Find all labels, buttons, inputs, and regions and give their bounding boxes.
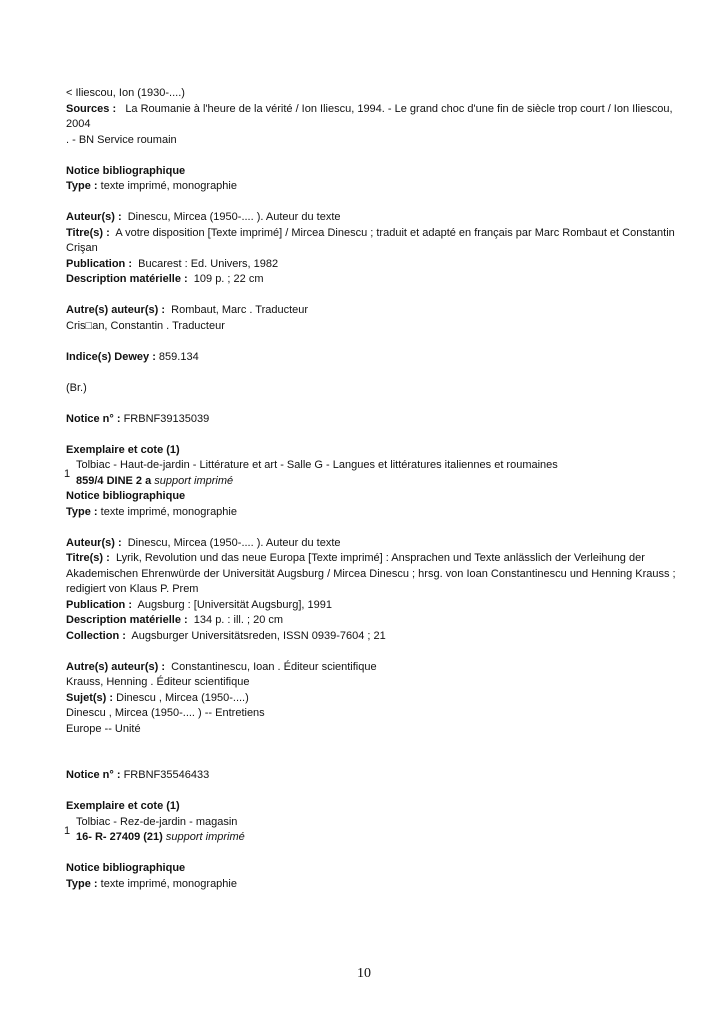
subjects-value-3: Europe -- Unité <box>66 722 141 735</box>
copy-shelfmark: 16- R- 27409 (21) <box>76 831 163 843</box>
type-value: texte imprimé, monographie <box>100 180 237 192</box>
title-line <box>66 226 686 257</box>
notice-number-label: Notice n° : <box>66 412 121 425</box>
notice-number-line <box>66 768 686 784</box>
subjects-value: Dinescu , Mircea (1950-....) <box>116 691 249 704</box>
type-line <box>66 505 686 521</box>
copy-shelfmark-line <box>76 830 686 846</box>
publication-label: Publication : <box>66 257 132 270</box>
other-authors-line <box>66 660 686 676</box>
copy-location: Tolbiac - Haut-de-jardin - Littérature et art - Salle G - Langues et littératures italiennes et roumaines <box>76 459 558 471</box>
type-line <box>66 179 686 195</box>
copy-location: Tolbiac - Rez-de-jardin - magasin <box>76 815 238 828</box>
description-line <box>66 613 686 629</box>
notice-number-line <box>66 412 686 428</box>
publication-label: Publication : <box>66 598 132 611</box>
description-line <box>66 272 686 288</box>
title-line <box>66 551 686 598</box>
notice-number-value: FRBNF39135039 <box>123 412 210 425</box>
see-also-line: < Iliescou, Ion (1930-....) <box>66 87 185 99</box>
copy-number: 1 <box>64 824 71 837</box>
copy-number: 1 <box>64 468 71 480</box>
subjects-value-2: Dinescu , Mircea (1950-.... ) -- Entretiens <box>66 707 265 719</box>
sources-tail: . - BN Service roumain <box>66 133 177 146</box>
type-label: Type : <box>66 180 98 192</box>
collection-value: Augsburger Universitätsreden, ISSN 0939-7604 ; 21 <box>131 629 386 642</box>
publication-value: Augsburg : [Universität Augsburg], 1991 <box>137 598 332 611</box>
author-value: Dinescu, Mircea (1950-.... ). Auteur du texte <box>127 211 341 223</box>
notice-number-label: Notice n° : <box>66 769 121 781</box>
type-line <box>66 877 686 893</box>
copy-support: support imprimé <box>154 474 234 487</box>
author-line <box>66 536 686 552</box>
other-authors-line <box>66 303 686 319</box>
sources-label: Sources : <box>66 102 117 115</box>
copy-entry <box>66 458 686 489</box>
publication-value: Bucarest : Ed. Univers, 1982 <box>138 257 279 270</box>
type-value: texte imprimé, monographie <box>100 505 237 518</box>
description-value: 109 p. ; 22 cm <box>193 273 264 285</box>
description-label: Description matérielle : <box>66 614 188 626</box>
type-value: texte imprimé, monographie <box>100 877 237 890</box>
notice-heading: Notice bibliographique <box>66 862 186 874</box>
copy-support: support imprimé <box>165 831 245 843</box>
title-label: Titre(s) : <box>66 552 110 564</box>
subjects-label: Sujet(s) : <box>66 691 114 704</box>
description-value: 134 p. : ill. ; 20 cm <box>193 614 284 626</box>
other-authors-value: Constantinescu, Ioan . Éditeur scientifique <box>171 660 377 673</box>
dewey-value: 859.134 <box>158 350 199 363</box>
copy-shelfmark-line <box>76 474 686 490</box>
binding-note: (Br.) <box>66 381 87 394</box>
other-authors-value-2: Krauss, Henning . Éditeur scientifique <box>66 676 250 688</box>
author-line <box>66 210 686 226</box>
publication-line <box>66 598 686 614</box>
author-label: Auteur(s) : <box>66 211 122 223</box>
other-authors-label: Autre(s) auteur(s) : <box>66 304 166 316</box>
dewey-line <box>66 350 686 366</box>
copy-shelfmark: 859/4 DINE 2 a <box>76 474 152 487</box>
page-number: 10 <box>357 966 371 981</box>
type-label: Type : <box>66 877 98 890</box>
other-authors-value: Rombaut, Marc . Traducteur <box>171 304 309 316</box>
subjects-line <box>66 691 686 707</box>
type-label: Type : <box>66 505 98 518</box>
other-authors-label: Autre(s) auteur(s) : <box>66 660 166 673</box>
author-value: Dinescu, Mircea (1950-.... ). Auteur du texte <box>127 536 341 549</box>
copy-entry <box>66 815 686 846</box>
dewey-label: Indice(s) Dewey : <box>66 350 156 363</box>
document-page <box>66 86 686 892</box>
collection-label: Collection : <box>66 629 126 642</box>
title-value: Lyrik, Revolution und das neue Europa [Texte imprimé] : Ansprachen und Texte anlässlich der Verleihung der Akademischen Ehrenwürde der Universität Augsburg / Mircea Dinescu ; hrsg. von Ioan Constantinescu und Henning Krauss ; redigiert von Klaus P. Prem <box>66 552 676 595</box>
sources-text: La Roumanie à l'heure de la vérité / Ion Iliescu, 1994. - Le grand choc d'une fin de siècle trop court / Ion Iliescou, 2004 <box>66 102 673 130</box>
other-authors-value-2: Cris□an, Constantin . Traducteur <box>66 319 225 332</box>
copies-heading: Exemplaire et cote (1) <box>66 800 180 812</box>
title-label: Titre(s) : <box>66 226 110 239</box>
notice-heading: Notice bibliographique <box>66 490 186 502</box>
author-label: Auteur(s) : <box>66 536 122 549</box>
sources-line <box>66 102 686 133</box>
copies-heading: Exemplaire et cote (1) <box>66 443 180 456</box>
title-value: A votre disposition [Texte imprimé] / Mircea Dinescu ; traduit et adapté en français par Marc Rombaut et Constantin Crişan <box>66 226 675 254</box>
collection-line <box>66 629 686 645</box>
description-label: Description matérielle : <box>66 273 188 285</box>
publication-line <box>66 257 686 273</box>
notice-heading: Notice bibliographique <box>66 164 186 177</box>
notice-number-value: FRBNF35546433 <box>123 769 210 781</box>
